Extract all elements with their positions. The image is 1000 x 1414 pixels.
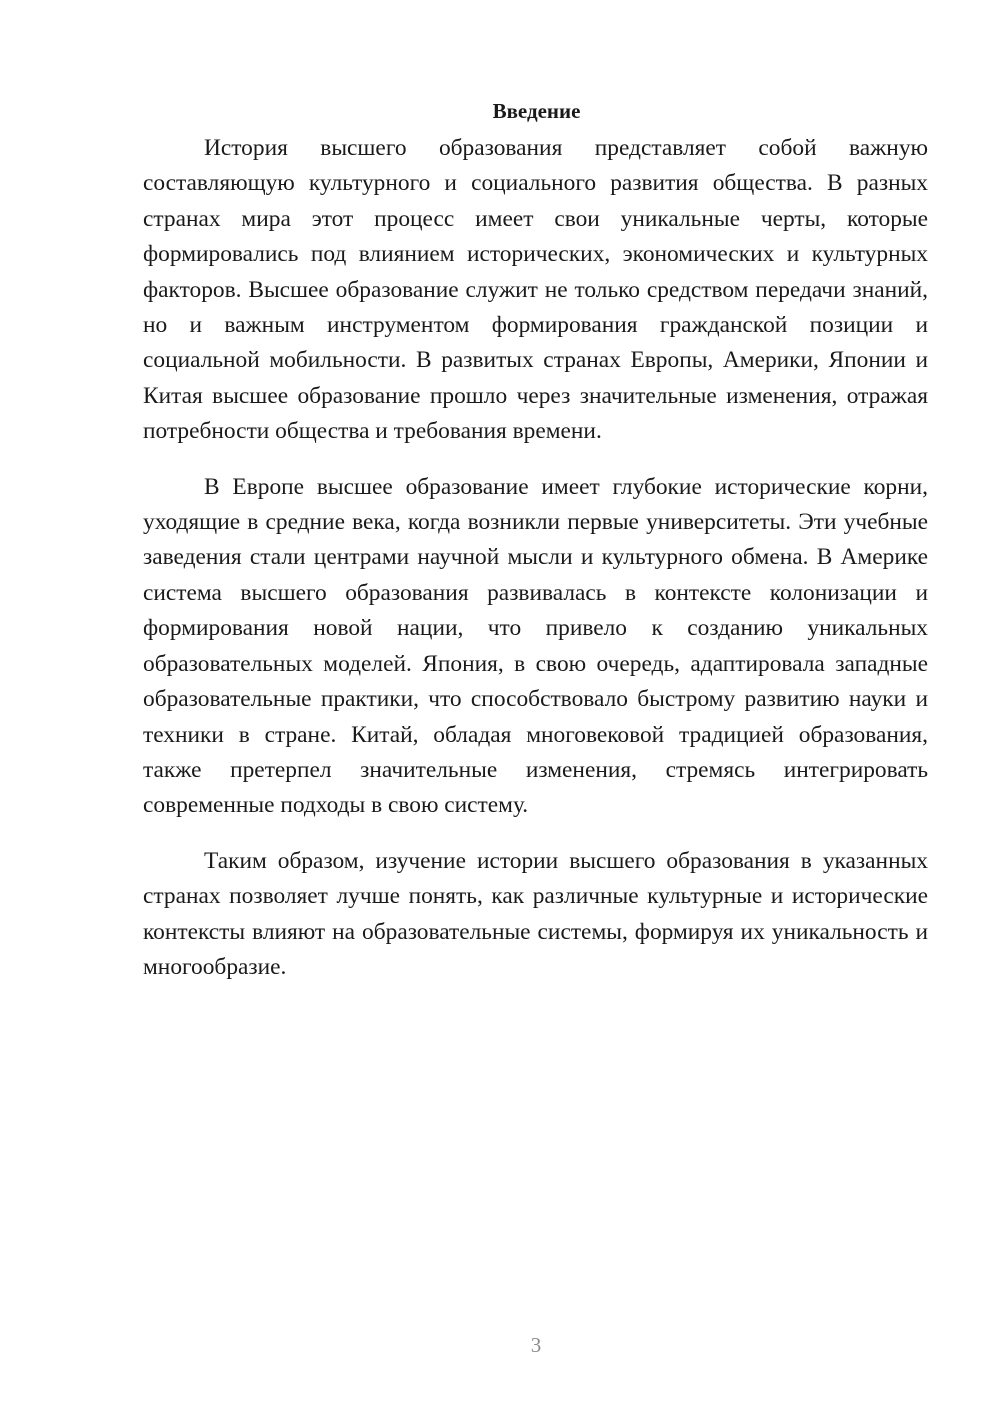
paragraph-2: В Европе высшее образование имеет глубокие исторические корни, уходящие в средние века, когда возникли первые университеты. Эти учебные заведения стали центрами научной мысли и культурного обмена. В Америке система высшего образования развивалась в контексте колонизации и формирования новой нации, что привело к созданию уникальных образовательных моделей. Япония, в свою очередь, адаптировала западные образовательные практики, что способствовало быстрому развитию науки и техники в стране. Китай, обладая многовековой традицией образования, также претерпел значительные изменения, стремясь интегрировать современные подходы в свою систему. <box>143 473 928 819</box>
paragraph-3: Таким образом, изучение истории высшего образования в указанных странах позволяет лучше понять, как различные культурные и исторические контексты влияют на образовательные системы, формируя их уникальность и многообразие. <box>143 847 928 980</box>
paragraph-1: История высшего образования представляет собой важную составляющую культурного и социального развития общества. В разных странах мира этот процесс имеет свои уникальные черты, которые формировались под влиянием исторических, экономических и культурных факторов. Высшее образование служит не только средством передачи знаний, но и важным инструментом формирования гражданской позиции и социальной мобильности. В развитых странах Европы, Америки, Японии и Китая высшее образование прошло через значительные изменения, отражая потребности общества и требования времени. <box>143 135 928 445</box>
page-content <box>143 94 928 1005</box>
section-heading: Введение <box>492 99 581 123</box>
page-number: 3 <box>530 1333 542 1357</box>
